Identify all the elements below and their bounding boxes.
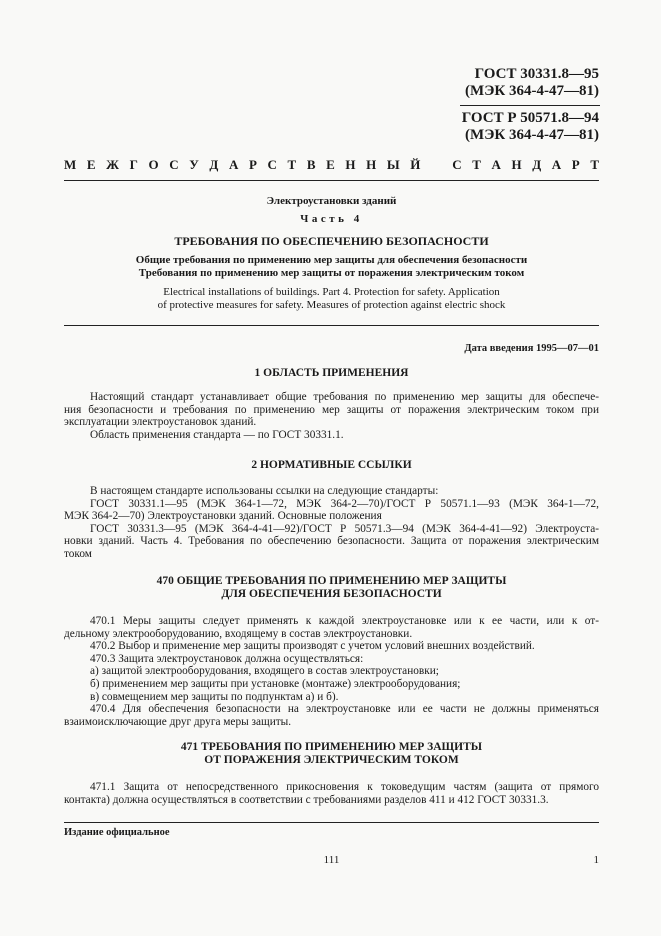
gost-designation-1 bbox=[465, 66, 599, 100]
iec-number: (МЭК 364-4-47—81) bbox=[465, 83, 599, 99]
text-line: новки зданий. Часть 4. Требования по обеспечению безопасности. Защита от поражения электрическим bbox=[64, 535, 599, 548]
heading-letter: А bbox=[491, 157, 501, 172]
text-line: 470.1 Меры защиты следует применять к каждой электроустановке или к ее части, или к от- bbox=[90, 615, 599, 627]
title-english-2: of protective measures for safety. Measures of protection against electric shock bbox=[157, 299, 506, 311]
text-line: 470.4 Для обеспечения безопасности на электроустановке или ее части не должны применяться bbox=[90, 703, 599, 716]
text-line: 471.1 Защита от непосредственного прикосновения к токоведущим частям (защита от прямого bbox=[90, 781, 599, 793]
list-item: в) совмещением мер защиты по подпунктам а) и б). bbox=[90, 690, 339, 703]
text-line: ГОСТ 30331.1—95 (МЭК 364-1—72, МЭК 364-2—70)/ГОСТ Р 50571.1—93 (МЭК 364-1—72, bbox=[90, 497, 599, 510]
title-rule bbox=[64, 325, 599, 326]
text-line: В настоящем стандарте использованы ссылки на следующие стандарты: bbox=[90, 485, 439, 497]
heading-letter: У bbox=[189, 157, 199, 172]
introduction-date: Дата введения 1995—07—01 bbox=[464, 343, 599, 354]
text-line: эксплуатации электроустановок зданий. bbox=[64, 416, 257, 429]
text-line: контакта) должна осуществляться в соответствии с требованиями разделов 411 и 412 ГОСТ 30331.3. bbox=[64, 793, 549, 806]
heading-letter: Ж bbox=[106, 157, 120, 172]
heading-letter: Ы bbox=[386, 157, 400, 172]
heading-letter: Д bbox=[209, 157, 219, 172]
text-line: 470.2 Выбор и применение мер защиты производят с учетом условий внешних воздействий. bbox=[90, 640, 535, 653]
page-number-right: 1 bbox=[593, 854, 599, 866]
title-sub-1: Общие требования по применению мер защиты для обеспечения безопасности bbox=[135, 254, 528, 266]
title-subject: Электроустановки зданий bbox=[266, 195, 397, 207]
heading-letter: С bbox=[267, 157, 277, 172]
text-line: взаимоисключающие друг друга меры защиты. bbox=[64, 715, 292, 728]
heading-letter: М bbox=[64, 157, 77, 172]
section-470-paragraphs bbox=[64, 615, 599, 728]
text-line: МЭК 364-2—70) Электроустановки зданий. Основные положения bbox=[64, 510, 382, 523]
section-471-paragraph bbox=[64, 781, 599, 806]
heading-letter: Р bbox=[571, 157, 580, 172]
heading-letter: Н bbox=[511, 157, 522, 172]
heading-letter: Г bbox=[129, 157, 138, 172]
section-471-title bbox=[64, 741, 599, 767]
heading-letter: С bbox=[452, 157, 462, 172]
section-2-paragraph bbox=[64, 485, 599, 561]
text-line: Настоящий стандарт устанавливает общие требования по применению мер защиты для обеспече- bbox=[90, 391, 599, 403]
gost-number: ГОСТ 30331.8—95 bbox=[474, 66, 599, 82]
heading-letter: Р bbox=[248, 157, 257, 172]
section-title-line: 471 ТРЕБОВАНИЯ ПО ПРИМЕНЕНИЮ МЕР ЗАЩИТЫ bbox=[180, 741, 483, 753]
text-line: током bbox=[64, 547, 92, 560]
heading-letter: Д bbox=[532, 157, 542, 172]
iec-number: (МЭК 364-4-47—81) bbox=[465, 127, 599, 143]
text-line: ГОСТ 30331.3—95 (МЭК 364-4-41—92)/ГОСТ Р 50571.3—94 (МЭК 364-4-41—92) Электроуста- bbox=[90, 522, 599, 535]
interstate-standard-heading bbox=[64, 157, 599, 173]
page-number-center: 111 bbox=[323, 854, 340, 866]
title-part: Часть 4 bbox=[300, 213, 363, 225]
text-line: ния безопасности и требования по применению мер защиты от поражения электрическим током при bbox=[64, 403, 599, 416]
title-main: ТРЕБОВАНИЯ ПО ОБЕСПЕЧЕНИЮ БЕЗОПАСНОСТИ bbox=[174, 234, 489, 248]
heading-letter: Т bbox=[590, 157, 599, 172]
footer-rule bbox=[64, 822, 599, 823]
section-title-line: 470 ОБЩИЕ ТРЕБОВАНИЯ ПО ПРИМЕНЕНИЮ МЕР ЗАЩИТЫ bbox=[156, 575, 507, 587]
text-line: Область применения стандарта — по ГОСТ 30331.1. bbox=[90, 428, 344, 441]
heading-letter: А bbox=[551, 157, 562, 172]
section-2-title: 2 НОРМАТИВНЫЕ ССЫЛКИ bbox=[251, 459, 412, 471]
heading-letter: Т bbox=[287, 157, 297, 172]
heading-rule bbox=[64, 180, 599, 181]
section-title-line: ОТ ПОРАЖЕНИЯ ЭЛЕКТРИЧЕСКИМ ТОКОМ bbox=[204, 754, 459, 766]
section-470-title bbox=[64, 575, 599, 601]
heading-letter: Т bbox=[472, 157, 481, 172]
title-english-1: Electrical installations of buildings. Part 4. Protection for safety. Application bbox=[163, 286, 500, 298]
list-item: а) защитой электрооборудования, входящего в состав электроустановки; bbox=[90, 665, 439, 678]
title-sub-2: Требования по применению мер защиты от поражения электрическим током bbox=[138, 267, 525, 279]
heading-letter: Н bbox=[345, 157, 356, 172]
heading-letter: Н bbox=[366, 157, 377, 172]
heading-letter: С bbox=[169, 157, 179, 172]
heading-letter: Й bbox=[410, 157, 421, 172]
heading-letter: А bbox=[228, 157, 239, 172]
gost-designation-2 bbox=[462, 110, 599, 144]
text-line: дельному электрооборудованию, входящему в состав электроустановки. bbox=[64, 627, 413, 640]
text-line: 470.3 Защита электроустановок должна осуществляться: bbox=[90, 652, 364, 665]
header-rule bbox=[460, 105, 600, 106]
section-1-title: 1 ОБЛАСТЬ ПРИМЕНЕНИЯ bbox=[254, 367, 409, 379]
section-title-line: ДЛЯ ОБЕСПЕЧЕНИЯ БЕЗОПАСНОСТИ bbox=[221, 588, 442, 600]
section-1-paragraph bbox=[64, 391, 599, 441]
heading-letter: Е bbox=[86, 157, 96, 172]
official-edition-label: Издание официальное bbox=[64, 827, 170, 838]
list-item: б) применением мер защиты при установке (монтаже) электрооборудования; bbox=[90, 677, 461, 690]
heading-letter: Е bbox=[326, 157, 335, 172]
heading-letter: О bbox=[148, 157, 159, 172]
heading-letter: В bbox=[306, 157, 316, 172]
gost-r-number: ГОСТ Р 50571.8—94 bbox=[461, 110, 599, 126]
